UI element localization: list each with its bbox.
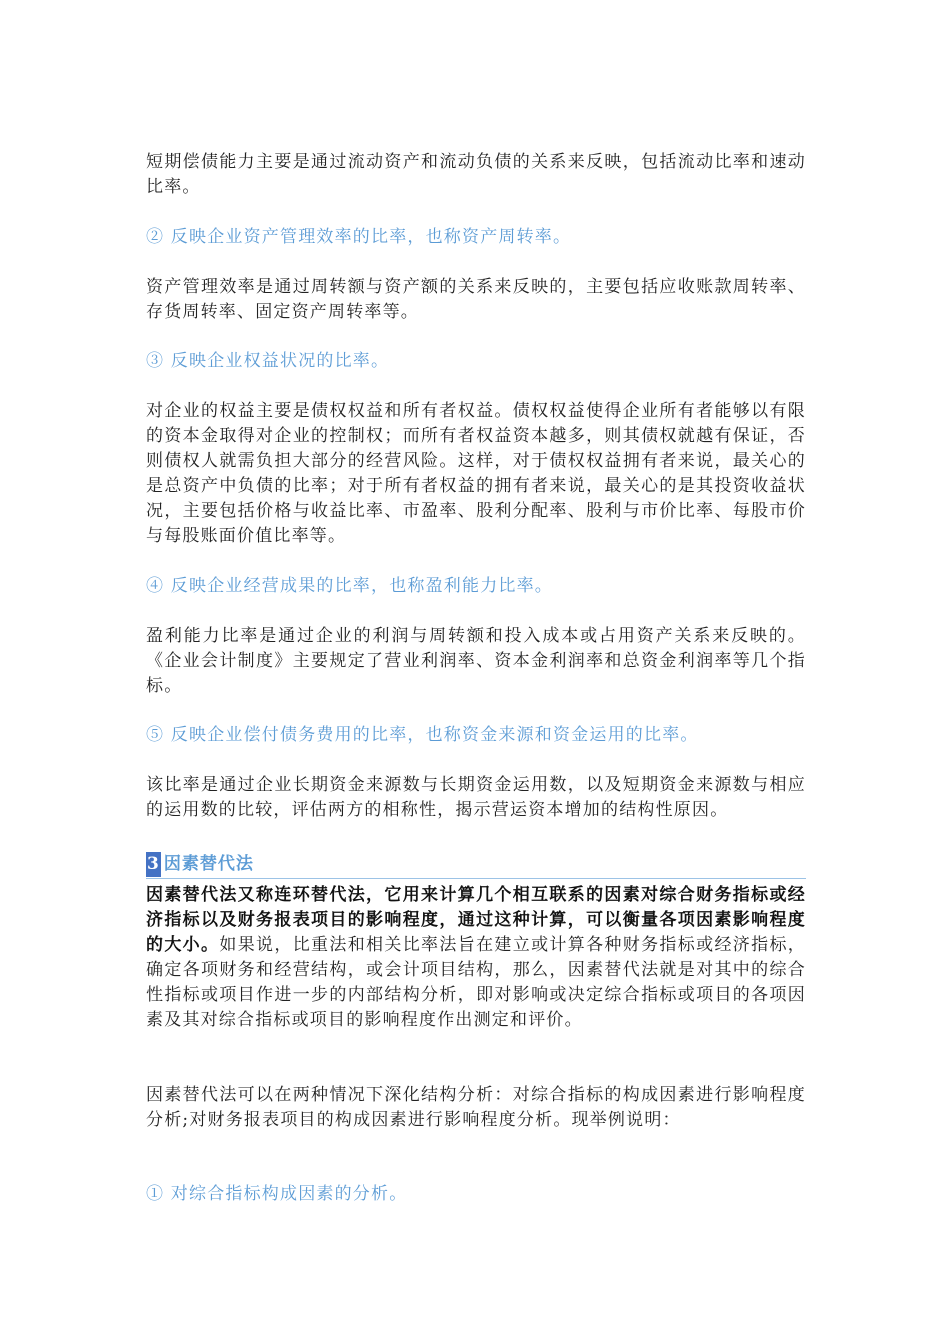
paragraph-short-term-solvency: 短期偿债能力主要是通过流动资产和流动负债的关系来反映，包括流动比率和速动比率。 bbox=[146, 152, 806, 197]
heading-debt-expense-ratio: ⑤ 反映企业偿付债务费用的比率，也称资金来源和资金运用的比率。 bbox=[146, 725, 699, 745]
paragraph-structure-analysis: 因素替代法可以在两种情况下深化结构分析：对综合指标的构成因素进行影响程度分析;对财务报表项目的构成因素进行影响程度分析。现举例说明： bbox=[146, 1085, 806, 1130]
bold-definition: 因素替代法又称连环替代法，它用来计算几个相互联系的因素对综合财务指标或经济指标以及财务报表项目的影响程度，通过这种计算，可以衡量各项因素影响程度的大小。 bbox=[146, 885, 806, 955]
section-number: 3 bbox=[146, 852, 161, 877]
section-heading bbox=[146, 852, 806, 879]
heading-equity-ratio: ③ 反映企业权益状况的比率。 bbox=[146, 351, 390, 371]
heading-profitability-ratio: ④ 反映企业经营成果的比率，也称盈利能力比率。 bbox=[146, 576, 554, 596]
paragraph-asset-management: 资产管理效率是通过周转额与资产额的关系来反映的，主要包括应收账款周转率、存货周转率、固定资产周转率等。 bbox=[146, 277, 806, 322]
paragraph-continuation: 如果说，比重法和相关比率法旨在建立或计算各种财务指标或经济指标，确定各项财务和经营结构，或会计项目结构，那么，因素替代法就是对其中的综合性指标或项目作进一步的内部结构分析，即对影响或决定综合指标或项目的各项因素及其对综合指标或项目的影响程度作出测定和评价。 bbox=[146, 935, 806, 1030]
paragraph-fund-source-use: 该比率是通过企业长期资金来源数与长期资金运用数，以及短期资金来源数与相应的运用数的比较，评估两方的相称性，揭示营运资本增加的结构性原因。 bbox=[146, 775, 806, 820]
paragraph-equity: 对企业的权益主要是债权权益和所有者权益。债权权益使得企业所有者能够以有限的资本金取得对企业的控制权；而所有者权益资本越多，则其债权就越有保证，否则债权人就需负担大部分的经营风险。这样，对于债权权益拥有者来说，最关心的是总资产中负债的比率；对于所有者权益的拥有者来说，最关心的是其投资收益状况，主要包括价格与收益比率、市盈率、股利分配率、股利与市价比率、每股市价与每股账面价值比率等。 bbox=[146, 401, 806, 546]
heading-composite-indicator-analysis: ① 对综合指标构成因素的分析。 bbox=[146, 1184, 408, 1204]
paragraph-profitability: 盈利能力比率是通过企业的利润与周转额和投入成本或占用资产关系来反映的。《企业会计制度》主要规定了营业利润率、资本金利润率和总资金利润率等几个指标。 bbox=[146, 626, 806, 696]
heading-asset-management-ratio: ② 反映企业资产管理效率的比率，也称资产周转率。 bbox=[146, 227, 572, 247]
paragraph-factor-substitution bbox=[146, 883, 806, 1033]
section-title: 因素替代法 bbox=[163, 854, 254, 874]
